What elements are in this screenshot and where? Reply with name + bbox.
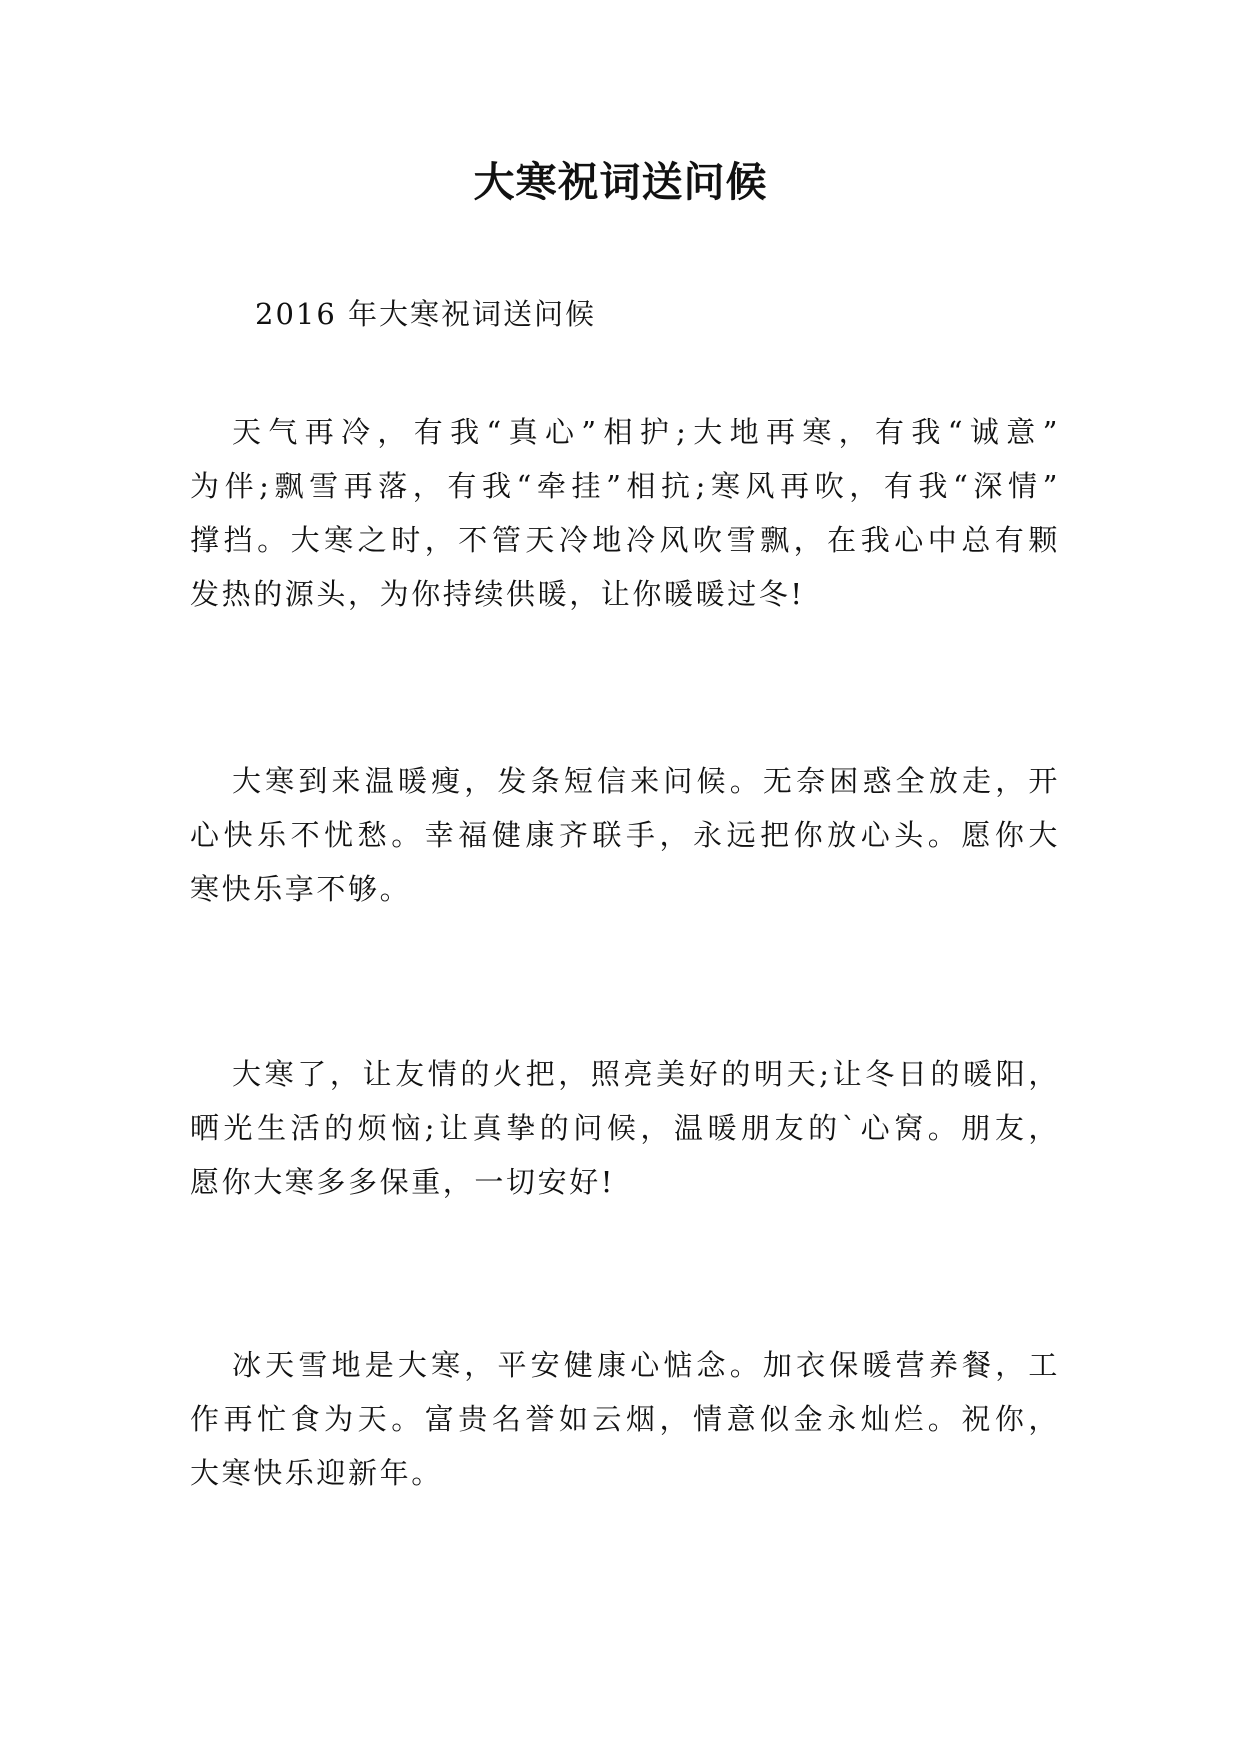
paragraph-line: 发热的源头，为你持续供暖，让你暖暖过冬! xyxy=(190,577,805,611)
paragraph-line: 大寒到来温暖瘦，发条短信来问候。无奈困惑全放走，开 xyxy=(232,764,1060,798)
paragraph-1 xyxy=(190,405,1060,621)
paragraph-line: 心快乐不忧愁。幸福健康齐联手，永远把你放心头。愿你大 xyxy=(190,818,1060,852)
paragraph-3 xyxy=(190,1047,1060,1209)
paragraph-line: 寒快乐享不够。 xyxy=(190,872,412,906)
paragraph-2 xyxy=(190,754,1060,916)
paragraph-line: 晒光生活的烦恼;让真挚的问候，温暖朋友的`心窝。朋友， xyxy=(190,1111,1060,1145)
document-subtitle: 2016 年大寒祝词送问候 xyxy=(255,297,597,331)
paragraph-line: 大寒了，让友情的火把，照亮美好的明天;让冬日的暖阳， xyxy=(232,1057,1060,1091)
paragraph-line: 天气再冷，有我“真心”相护;大地再寒，有我“诚意” xyxy=(232,415,1060,449)
paragraph-line: 为伴;飘雪再落，有我“牵挂”相抗;寒风再吹，有我“深情” xyxy=(190,469,1060,503)
paragraph-line: 愿你大寒多多保重，一切安好! xyxy=(190,1165,616,1199)
paragraph-line: 作再忙食为天。富贵名誉如云烟，情意似金永灿烂。祝你， xyxy=(190,1402,1060,1436)
paragraph-line: 撑挡。大寒之时，不管天冷地冷风吹雪飘，在我心中总有颗 xyxy=(190,523,1060,557)
paragraph-4 xyxy=(190,1338,1060,1500)
paragraph-line: 冰天雪地是大寒，平安健康心惦念。加衣保暖营养餐，工 xyxy=(232,1348,1060,1382)
paragraph-line: 大寒快乐迎新年。 xyxy=(190,1456,443,1490)
document-title: 大寒祝词送问候 xyxy=(473,158,768,206)
